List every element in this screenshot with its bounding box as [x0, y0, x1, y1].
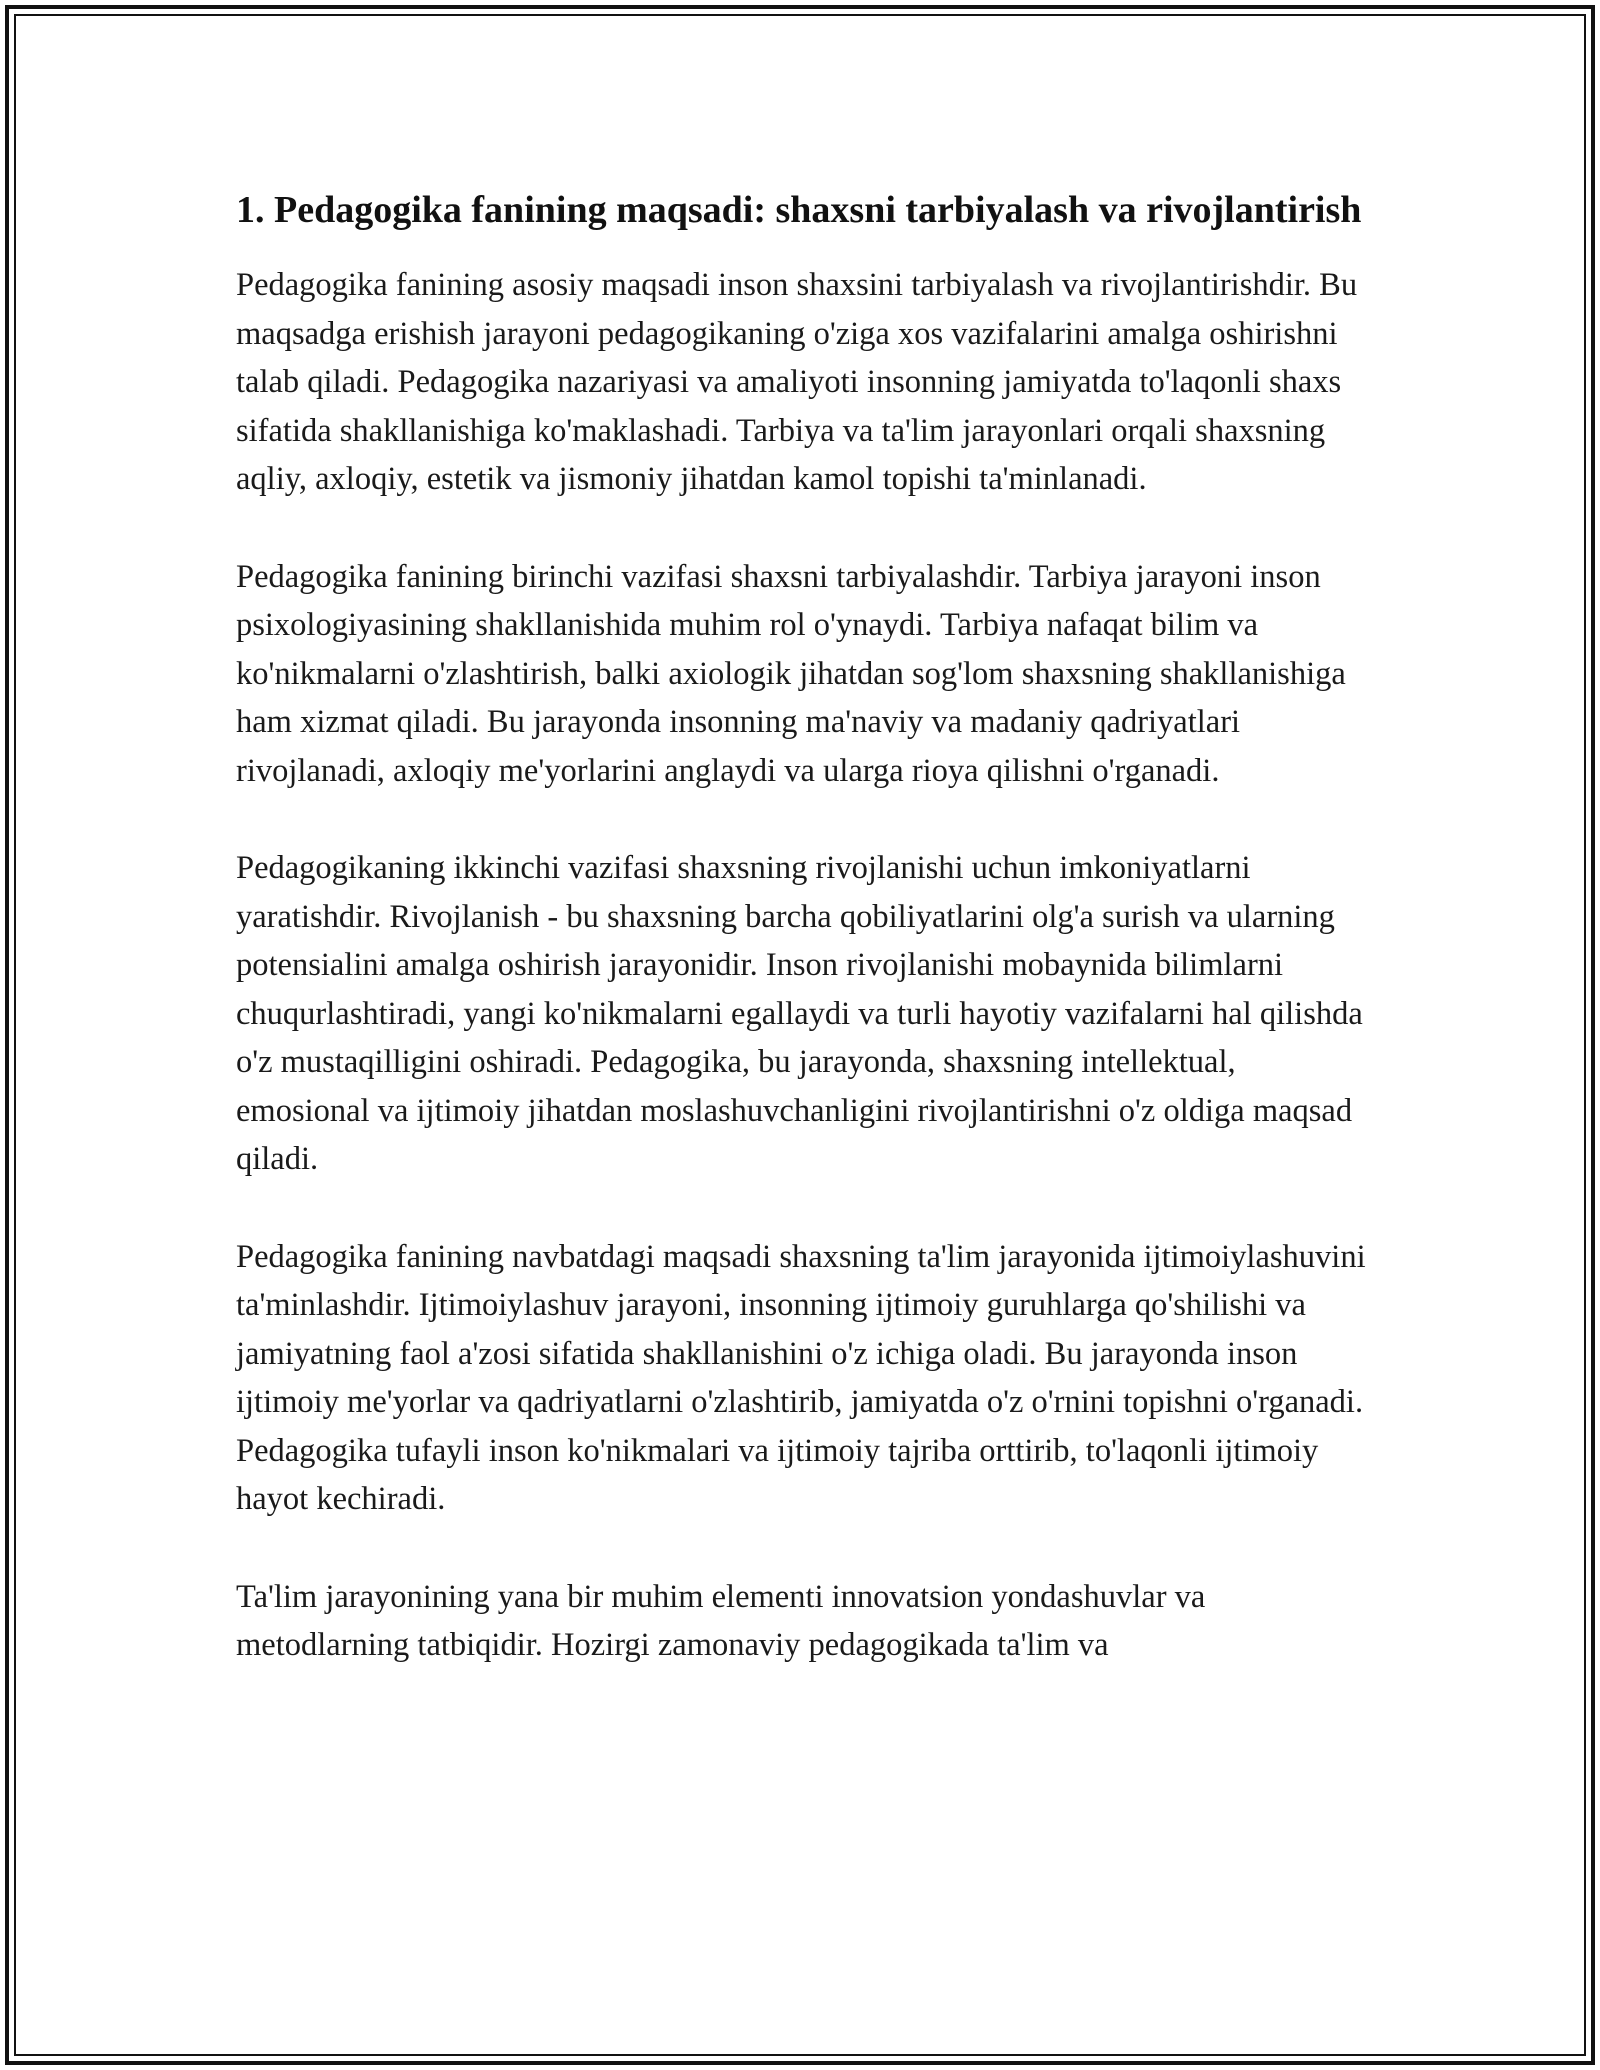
paragraph-4: Pedagogika fanining navbatdagi maqsadi shaxsning ta'lim jarayonida ijtimoiylashuvini ta'minlashdir. Ijtimoiylashuv jarayoni, insonning ijtimoiy guruhlarga qo'shilishi va jamiyatning faol a'zosi sifatida shakllanishini o'z ichiga oladi. Bu jarayonda inson ijtimoiy me'yorlar va qadriyatlarni o'zlashtirib, jamiyatda o'z o'rnini topishni o'rganadi. Pedagogika tufayli inson ko'nikmalari va ijtimoiy tajriba orttirib, to'laqonli ijtimoiy hayot kechiradi. [236, 1238, 1366, 1517]
paragraph-2: Pedagogika fanining birinchi vazifasi shaxsni tarbiyalashdir. Tarbiya jarayoni inson psixologiyasining shakllanishida muhim rol o'ynaydi. Tarbiya nafaqat bilim va ko'nikmalarni o'zlashtirish, balki axiologik jihatdan sog'lom shaxsning shakllanishiga ham xizmat qiladi. Bu jarayonda insonning ma'naviy va madaniy qadriyatlari rivojlanadi, axloqiy me'yorlarini anglaydi va ularga rioya qilishni o'rganadi. [236, 558, 1346, 789]
document-body [236, 183, 1366, 1719]
paragraph-5: Ta'lim jarayonining yana bir muhim elementi innovatsion yondashuvlar va metodlarning tatbiqidir. Hozirgi zamonaviy pedagogikada ta'lim va [236, 1578, 1206, 1663]
paragraph-list [236, 261, 1366, 1670]
section-heading: 1. Pedagogika fanining maqsadi: shaxsni tarbiyalash va rivojlantirish [236, 189, 1362, 231]
paragraph-1: Pedagogika fanining asosiy maqsadi inson shaxsini tarbiyalash va rivojlantirishdir. Bu maqsadga erishish jarayoni pedagogikaning o'ziga xos vazifalarini amalga oshirishni talab qiladi. Pedagogika nazariyasi va amaliyoti insonning jamiyatda to'laqonli shaxs sifatida shakllanishiga ko'maklashadi. Tarbiya va ta'lim jarayonlari orqali shaxsning aqliy, axloqiy, estetik va jismoniy jihatdan kamol topishi ta'minlanadi. [236, 267, 1358, 497]
paragraph-3: Pedagogikaning ikkinchi vazifasi shaxsning rivojlanishi uchun imkoniyatlarni yaratishdir. Rivojlanish - bu shaxsning barcha qobiliyatlarini olg'a surish va ularning potensialini amalga oshirish jarayonidir. Inson rivojlanishi mobaynida bilimlarni chuqurlashtiradi, yangi ko'nikmalarni egallaydi va turli hayotiy vazifalarni hal qilishda o'z mustaqilligini oshiradi. Pedagogika, bu jarayonda, shaxsning intellektual, emosional va ijtimoiy jihatdan moslashuvchanligini rivojlantirishni o'z oldiga maqsad qiladi. [236, 850, 1363, 1177]
